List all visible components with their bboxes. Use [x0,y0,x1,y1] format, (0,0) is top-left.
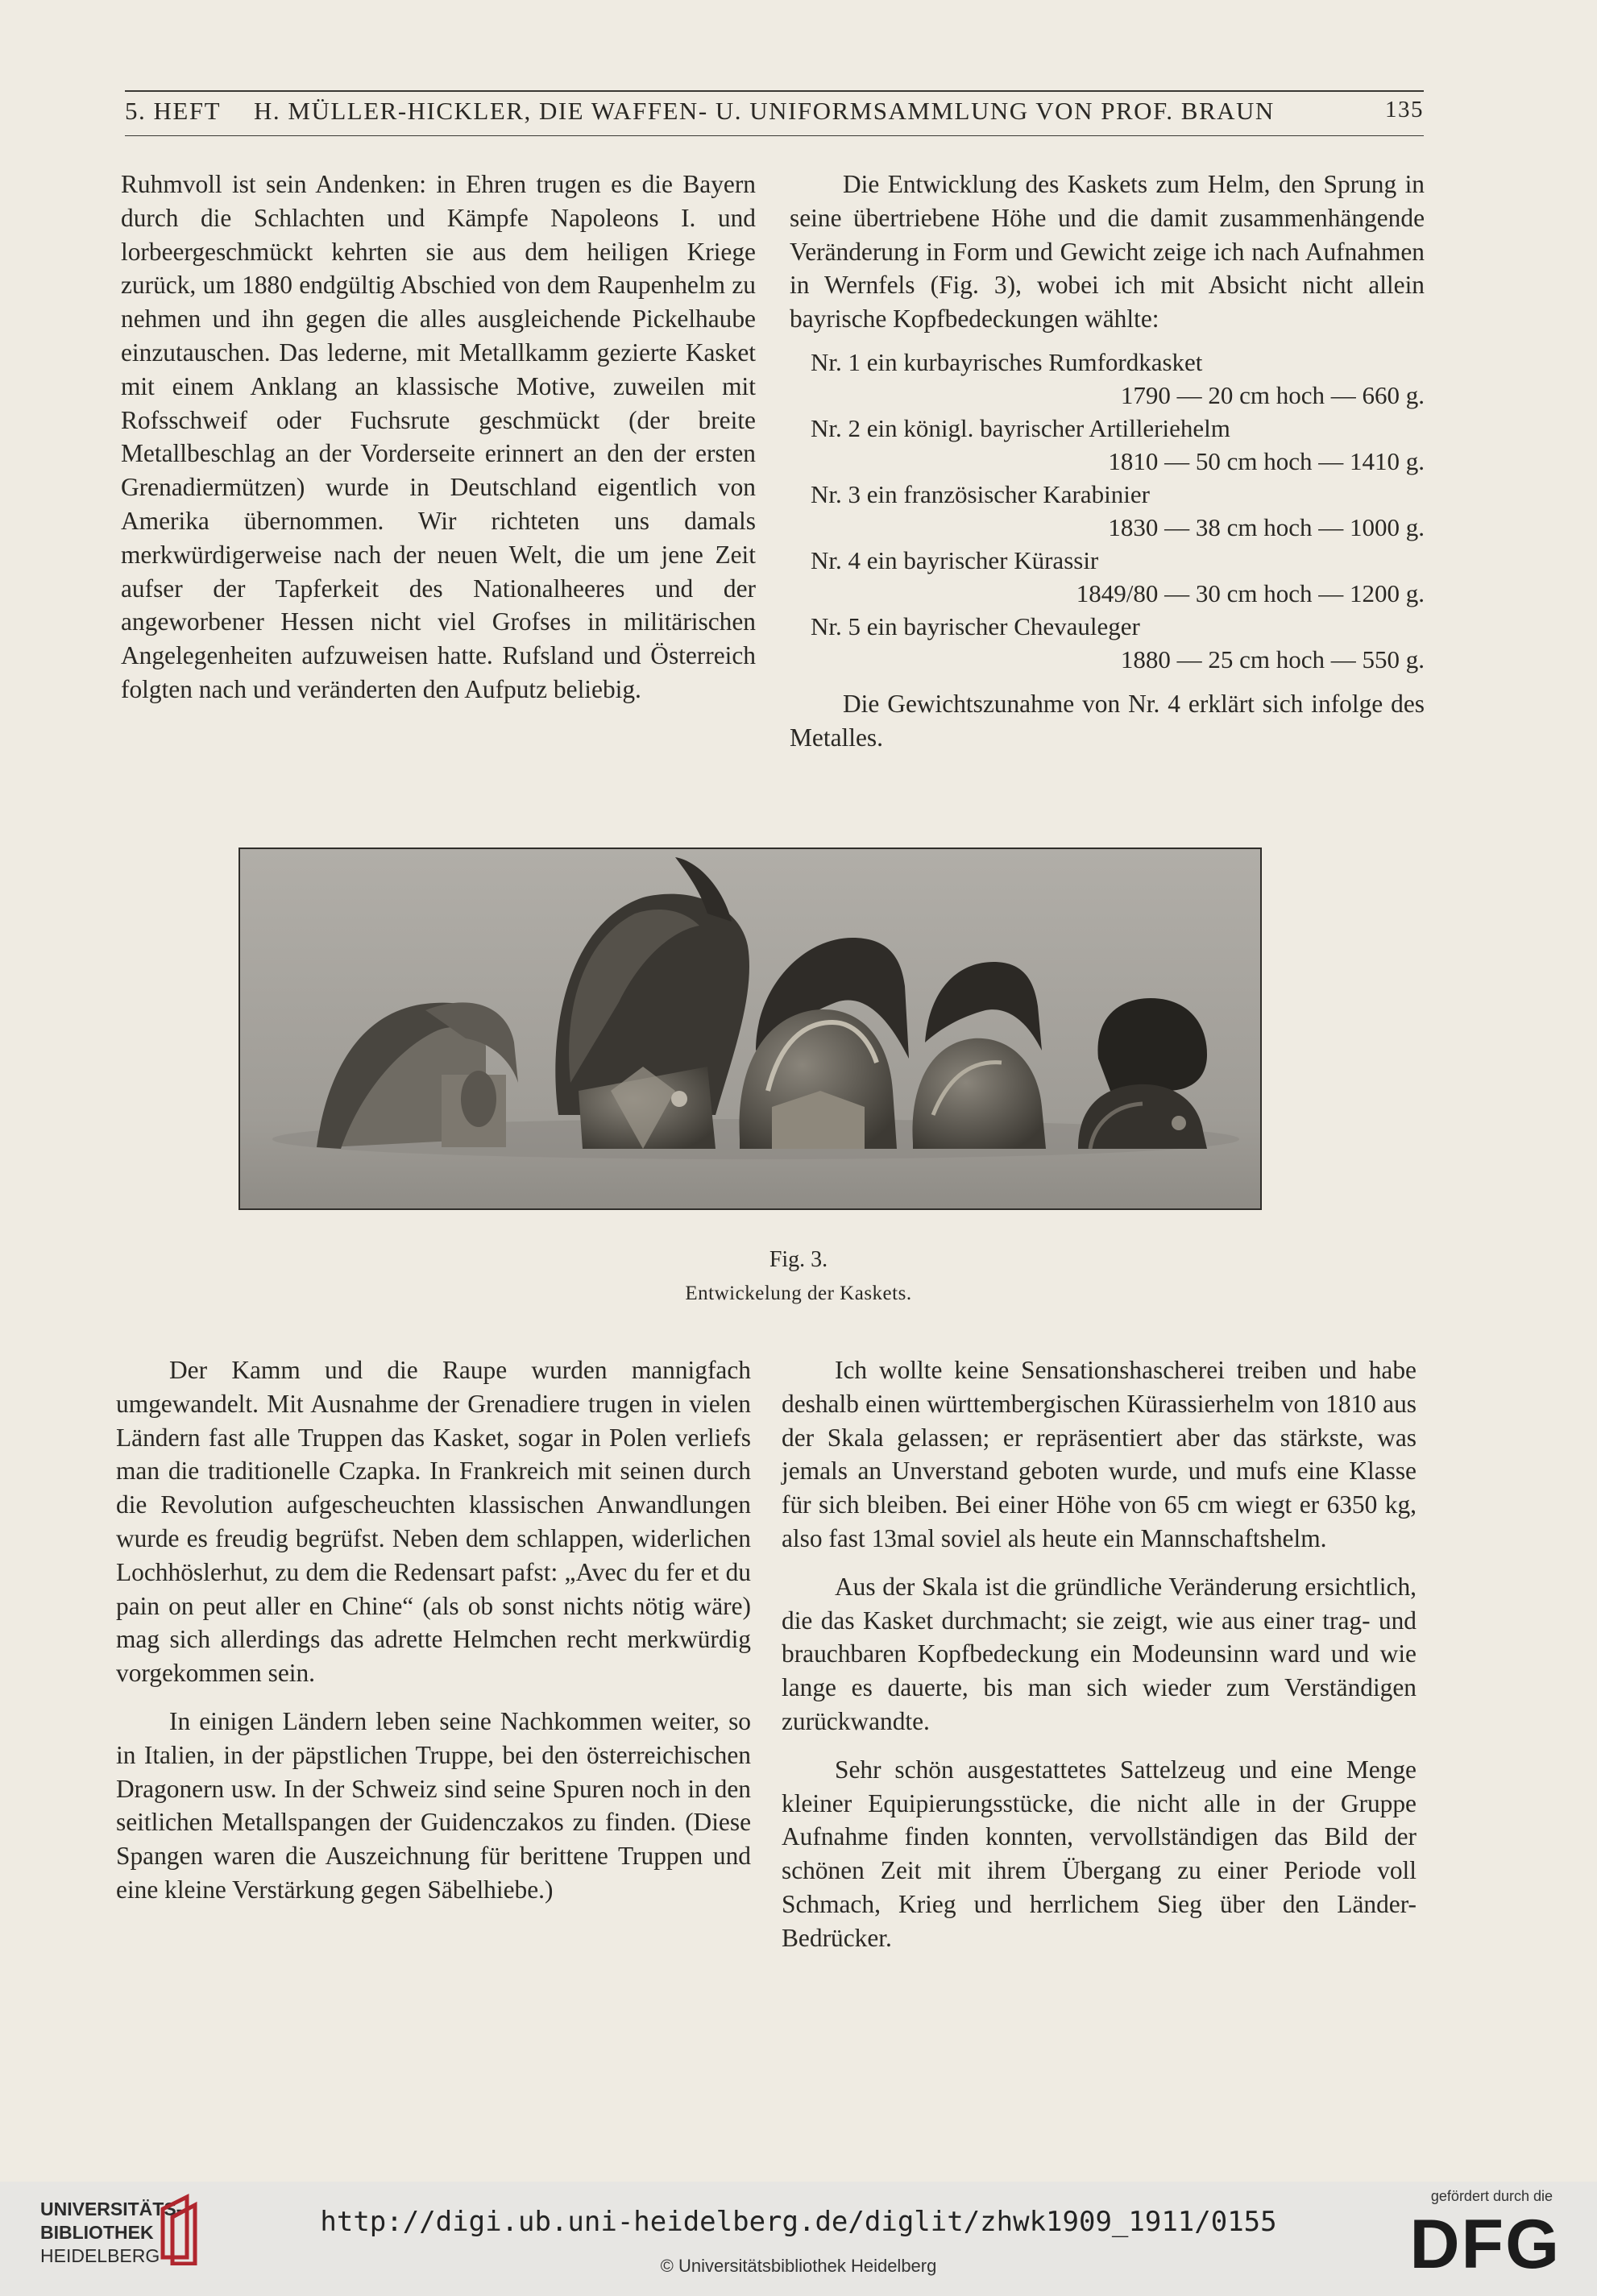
right-column-bottom [782,1353,1417,1955]
helmet-label: Nr. 3 ein französischer Karabinier [811,479,1150,508]
paragraph: Die Gewichtszunahme von Nr. 4 erklärt sich infolge des Metalles. [790,689,1425,752]
paragraph: Der Kamm und die Raupe wurden mannigfach umgewandelt. Mit Ausnahme der Grenadiere trugen in vielen Ländern fast alle Truppen das Kasket, sogar in Polen verliefs man die traditionelle Czapka. In Frankreich mit seinen durch die Revolution aufgescheuchten klassischen Anwandlungen wurde es freudig begrüfst. Neben dem schlappen, widerlichen Lochhöslerhut, zu dem die Redensart pafst: „Avec du fer et du pain on peut aller en Chine“ (als ob sonst nichts nötig wäre) mag sich allerdings das adrette Helmchen recht merkwürdig vorgekommen sein. [116,1356,751,1688]
page-number: 135 [1385,97,1424,122]
list-item [811,544,1425,610]
paragraph: Die Entwicklung des Kaskets zum Helm, den Sprung in seine übertriebene Höhe und die damit zusammenhängende Veränderung in Form und Gewicht zeige ich nach Aufnahmen in Wernfels (Fig. 3), wobei ich mit Absicht nicht allein bayrische Kopfbedeckungen wählte: [790,170,1425,334]
paragraph: Aus der Skala ist die gründliche Veränderung ersichtlich, die das Kasket durchmacht; sie zeigt, wie aus einer trag- und brauchbaren Kopfbedeckung ein Modeunsinn ward und wie lange es dauerte, bis man sich wieder zum Verständigen zurückwandte. [782,1572,1417,1735]
helmet-label: Nr. 4 ein bayrischer Kürassir [811,545,1099,574]
dfg-logo: DFG [1409,2206,1561,2283]
helmet-data: 1790 — 20 cm hoch — 660 g. [1120,380,1425,409]
figure-number: Fig. 3. [769,1247,828,1272]
list-item [811,610,1425,676]
paragraph: Sehr schön ausgestattetes Sattelzeug und eine Menge kleiner Equipierungsstücke, die nicht alle in der Gruppe Aufnahme finden konnten, vervollständigen das Bild der schönen Zeit mit ihrem Übergang zu einer Periode voll Schmach, Krieg und herrlichem Sieg über den Länder-Bedrücker. [782,1755,1417,1952]
running-head [125,97,1424,131]
helmet-label: Nr. 1 ein kurbayrisches Rumfordkasket [811,347,1203,376]
list-item [811,478,1425,544]
helmet-label: Nr. 5 ein bayrischer Chevauleger [811,611,1140,640]
library-name: UNIVERSITÄTS- BIBLIOTHEK HEIDELBERG [40,2199,183,2266]
header-rule-bottom [125,135,1424,136]
list-item [811,412,1425,478]
header-rule-top [125,90,1424,92]
helmet-data: 1880 — 25 cm hoch — 550 g. [1120,644,1425,673]
helmet-data: 1830 — 38 cm hoch — 1000 g. [1108,512,1425,541]
paragraph: Ich wollte keine Sensationshascherei treiben und habe deshalb einen württembergischen Kürassierhelm von 1810 aus der Skala gelassen; er repräsentiert aber das stärkste, was jemals an Unverstand geboten wurde, und mufs eine Klasse für sich bleiben. Bei einer Höhe von 65 cm wiegt er 6350 kg, also fast 13mal soviel als heute ein Mannschaftshelm. [782,1356,1417,1552]
footer-bar [0,2182,1597,2296]
helmet-data: 1849/80 — 30 cm hoch — 1200 g. [1076,578,1425,607]
running-title: H. MÜLLER-HICKLER, DIE WAFFEN- U. UNIFORMSAMMLUNG VON PROF. BRAUN [254,97,1275,125]
copyright-notice: © Universitätsbibliothek Heidelberg [660,2256,937,2276]
paragraph: In einigen Ländern leben seine Nachkommen weiter, so in Italien, in der päpstlichen Truppe, bei den österreichischen Dragonern usw. In der Schweiz sind seine Spuren noch in den seitlichen Metallspangen der Guidenczakos zu finden. (Diese Spangen waren die Auszeichnung für berittene Truppen und eine kleine Verstärkung gegen Säbelhiebe.) [116,1706,751,1904]
issue-label: 5. HEFT [125,97,221,125]
left-column-top [121,168,756,707]
right-column-top [790,168,1425,755]
funding-note: gefördert durch die [1430,2188,1553,2204]
figure-caption: Entwickelung der Kaskets. [685,1283,912,1304]
paragraph: Ruhmvoll ist sein Andenken: in Ehren trugen es die Bayern durch die Schlachten und Kämpfe Napoleons I. und lorbeergeschmückt kehrten sie aus dem heiligen Kriege zurück, um 1880 endgültig Abschied von dem Raupenhelm zu nehmen und ihn gegen die alles ausgleichende Pickelhaube einzutauschen. Das lederne, mit Metallkamm gezierte Kasket mit einem Anklang an klassische Motive, zuweilen mit Rofsschweif oder Fuchsrute geschmückt (der breite Metallbeschlag an der Vorderseite erinnert an den der ersten Grenadiermützen) wurde in Deutschland eigentlich von Amerika übernommen. Wir richteten uns damals merkwürdigerweise nach der neuen Welt, die um jene Zeit aufser der Tapferkeit des Nationalheeres und der angeworbener Hessen nicht viel Grofses in militärischen Angelegenheiten aufzuweisen hatte. Rufsland und Österreich folgten nach und veränderten den Aufputz beliebig. [121,170,756,703]
helmet-data: 1810 — 50 cm hoch — 1410 g. [1108,446,1425,475]
left-column-bottom [116,1353,751,1907]
helmet-label: Nr. 2 ein königl. bayrischer Artilleriehelm [811,413,1230,442]
source-url-link[interactable]: http://digi.ub.uni-heidelberg.de/diglit/zhwk1909_1911/0155 [320,2206,1277,2238]
list-item [811,346,1425,412]
helmet-photograph [239,848,1262,1210]
helmet-list [811,346,1425,676]
